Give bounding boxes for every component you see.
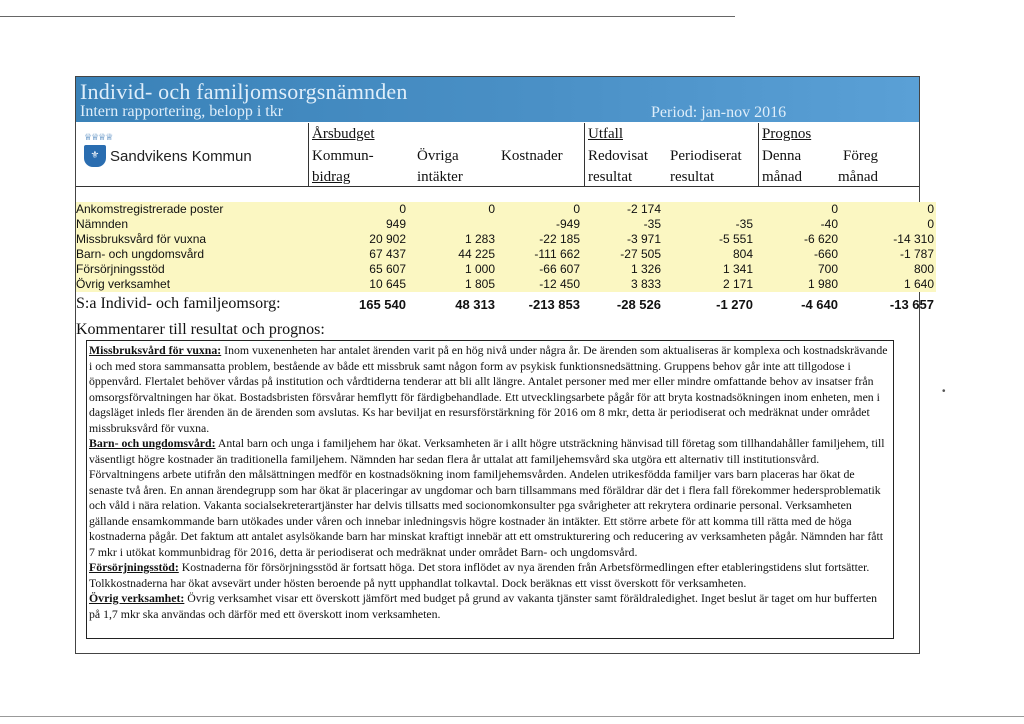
cell-denna: -6 620 xyxy=(803,232,838,246)
cell-denna: -660 xyxy=(813,247,838,261)
table-row xyxy=(76,277,936,292)
comment-body: Övrig verksamhet visar ett överskott jämfört med budget på grund av vakanta tjänster samt föräldraledighet. Inget beslut är taget om hur bufferten på 1,7 mkr ska användas och därför med ett överskott inom verksamheten. xyxy=(89,591,877,621)
cell-kostnader: -111 662 xyxy=(534,247,580,261)
cell-denna: -40 xyxy=(820,217,838,231)
bottom-rule xyxy=(0,716,1024,717)
cell-foreg: -14 310 xyxy=(893,232,934,246)
sum-periodiserat: -1 270 xyxy=(716,297,753,312)
cell-kostnader: -949 xyxy=(555,217,580,231)
cell-kommunbidrag: 67 437 xyxy=(369,247,406,261)
comment-heading: Barn- och ungdomsvård: xyxy=(89,436,216,450)
header-periodiserat-1: Periodiserat xyxy=(670,148,742,164)
sum-denna: -4 640 xyxy=(801,297,838,312)
top-rule xyxy=(0,16,735,17)
header-arsbudget: Årsbudget xyxy=(312,126,375,142)
cell-foreg: -1 787 xyxy=(899,247,934,261)
cell-redovisat: 1 326 xyxy=(630,262,661,276)
report-sheet xyxy=(75,76,934,654)
coat-of-arms-icon: ⚜ xyxy=(84,145,106,167)
cell-redovisat: -3 971 xyxy=(626,232,661,246)
header-redovisat-1: Redovisat xyxy=(588,148,648,164)
row-label: Barn- och ungdomsvård xyxy=(76,247,205,261)
row-label: Försörjningsstöd xyxy=(76,262,165,276)
comment-section xyxy=(89,343,889,436)
header-prognos: Prognos xyxy=(762,126,812,142)
sum-kostnader: -213 853 xyxy=(528,297,580,312)
header-foreg-1: Föreg xyxy=(843,148,878,164)
header-divider xyxy=(308,123,309,187)
sum-ovriga: 48 313 xyxy=(455,297,495,312)
header-divider xyxy=(758,123,759,187)
table-row xyxy=(76,202,936,217)
cell-ovriga: 0 xyxy=(488,202,495,216)
cell-ovriga: 44 225 xyxy=(458,247,495,261)
cell-kostnader: -66 607 xyxy=(539,262,580,276)
sum-kommunbidrag: 165 540 xyxy=(359,297,406,312)
cell-kostnader: -22 185 xyxy=(539,232,580,246)
cell-foreg: 1 640 xyxy=(903,277,934,291)
cell-kostnader: 0 xyxy=(573,202,580,216)
cell-kommunbidrag: 0 xyxy=(399,202,406,216)
row-label: Övrig verksamhet xyxy=(76,277,171,291)
margin-mark: • xyxy=(942,386,946,397)
org-name: Sandvikens Kommun xyxy=(110,148,252,165)
table-row xyxy=(76,232,936,247)
comment-section xyxy=(89,560,889,591)
comment-section xyxy=(89,591,889,622)
sum-redovisat: -28 526 xyxy=(616,297,661,312)
comment-heading: Övrig verksamhet: xyxy=(89,591,185,605)
header-kommunbidrag-2: bidrag xyxy=(312,169,351,185)
banner-subtitle: Intern rapportering, belopp i tkr xyxy=(80,103,284,120)
header-ovriga-2: intäkter xyxy=(417,169,463,185)
cell-denna: 0 xyxy=(831,202,838,216)
header-foreg-2: månad xyxy=(838,169,878,185)
comment-heading: Missbruksvård för vuxna: xyxy=(89,343,222,357)
cell-denna: 700 xyxy=(817,262,838,276)
cell-kommunbidrag: 10 645 xyxy=(369,277,406,291)
sum-label: S:a Individ- och familjeomsorg: xyxy=(76,295,281,312)
row-label: Missbruksvård för vuxna xyxy=(76,232,207,246)
sum-row xyxy=(76,295,936,315)
header-kommunbidrag-1: Kommun- xyxy=(312,148,374,164)
header-periodiserat-2: resultat xyxy=(670,169,715,185)
comment-heading: Försörjningsstöd: xyxy=(89,560,179,574)
row-label: Nämnden xyxy=(76,217,129,231)
header-banner xyxy=(76,77,919,122)
cell-redovisat: -2 174 xyxy=(626,202,661,216)
cell-redovisat: 3 833 xyxy=(630,277,661,291)
comment-body: Inom vuxenenheten har antalet ärenden varit på en hög nivå under några år. De ärenden som aktualiseras är komplexa och kostnadskrävande i och med stora sammansatta problem, bestående av både ett missbruk samt någon form av psykisk funktionsnedsättning. Gruppens behov går inte att tillgodose i öppenvård. Flertalet behöver vårdas på institution och vårdtiderna tenderar att bli allt längre. Antalet personer med mer eller mindre omfattande behov av insatser från omsorgsförvaltningen har ökat. Bostadsbristen försvårar hemflytt för färdigbehandlade. Ett utvecklingsarbete pågår för att bryta kostnadsökningen inom enheten, men i dagsläget inleds fler ärenden än de ärenden som avslutas. Ks har beviljat en resursförstärkning för 2016 om 8 mkr, detta är periodiserat och medräknat under området missbruksvård för vuxna. xyxy=(89,343,888,435)
header-ovriga-1: Övriga xyxy=(417,148,459,164)
cell-periodiserat: -5 551 xyxy=(718,232,753,246)
crown-icon: ♕♕♕♕ xyxy=(84,133,113,143)
cell-periodiserat: -35 xyxy=(735,217,753,231)
cell-denna: 1 980 xyxy=(807,277,838,291)
comment-body: Kostnaderna för försörjningsstöd är fortsatt höga. Det stora inflödet av nya ärenden från Arbetsförmedlingen efter etableringstidens slut fortsätter. Tolkkostnaderna har ökat avsevärt under hösten beroende på nytt upphandlat tolkavtal. Dock beräknas ett visst överskott för verksamheten. xyxy=(89,560,870,590)
cell-ovriga: 1 805 xyxy=(464,277,495,291)
banner-title: Individ- och familjomsorgsnämnden xyxy=(80,79,408,104)
header-divider xyxy=(584,123,585,187)
comments-title: Kommentarer till resultat och prognos: xyxy=(76,321,325,338)
cell-kostnader: -12 450 xyxy=(539,277,580,291)
header-bottom-rule xyxy=(76,186,919,187)
cell-foreg: 0 xyxy=(927,202,934,216)
cell-kommunbidrag: 949 xyxy=(385,217,406,231)
comments-box xyxy=(86,340,894,639)
comments-text xyxy=(89,343,889,622)
cell-foreg: 800 xyxy=(913,262,934,276)
banner-period: Period: jan-nov 2016 xyxy=(651,104,787,121)
cell-ovriga: 1 000 xyxy=(464,262,495,276)
row-label: Ankomstregistrerade poster xyxy=(76,202,224,216)
cell-periodiserat: 804 xyxy=(732,247,753,261)
table-row xyxy=(76,262,936,277)
header-kostnader: Kostnader xyxy=(501,148,563,164)
cell-redovisat: -27 505 xyxy=(620,247,661,261)
comment-section xyxy=(89,436,889,560)
comment-body: Antal barn och unga i familjehem har ökat. Verksamheten är i allt högre utsträckning hänvisad till företag som tillhandahåller familjehem, till väsentligt högre kostnader än traditionella familjehem. Nämnden har sedan flera år uttalat att familjehemsvård ska utgöra ett alternativ till institutionsvård. Förvaltningens arbete utifrån den målsättningen medför en kostnadsökning inom familjehemsvården. Andelen utrikesfödda familjer vars barn placeras har ökat de senaste två åren. En annan ärendegrupp som har ökat är placeringar av ungdomar och barn tillsammans med föräldrar där det i flera fall förekommer hedersproblematik och våld i nära relation. Vakanta socialsekreterartjänster har delvis tillsatts med socionomkonsulter pga svårigheter att rekrytera ordinarie personal. Verksamheten gällande ensamkommande barn utökades under våren och innebar inledningsvis högre kostnader än intäkter. Ett större arbete för att komma till rätta med de höga kostnaderna pågår. Det faktum att antalet asylsökande barn har minskat kraftigt innebär att ett omstrukturering och reducering av verksamheten pågår. Nämnden har fått 7 mkr i utökat kommunbidrag för 2016, detta är periodiserat och medräknat under området Barn- och ungdomsvård. xyxy=(89,436,885,559)
cell-periodiserat: 2 171 xyxy=(722,277,753,291)
cell-redovisat: -35 xyxy=(643,217,661,231)
cell-kommunbidrag: 20 902 xyxy=(369,232,406,246)
header-utfall: Utfall xyxy=(588,126,623,142)
header-denna-2: månad xyxy=(762,169,802,185)
cell-periodiserat: 1 341 xyxy=(722,262,753,276)
table-row xyxy=(76,247,936,262)
cell-kommunbidrag: 65 607 xyxy=(369,262,406,276)
header-denna-1: Denna xyxy=(762,148,802,164)
cell-ovriga: 1 283 xyxy=(464,232,495,246)
header-redovisat-2: resultat xyxy=(588,169,633,185)
cell-foreg: 0 xyxy=(927,217,934,231)
sum-foreg: -13 657 xyxy=(889,297,934,312)
table-row xyxy=(76,217,936,232)
